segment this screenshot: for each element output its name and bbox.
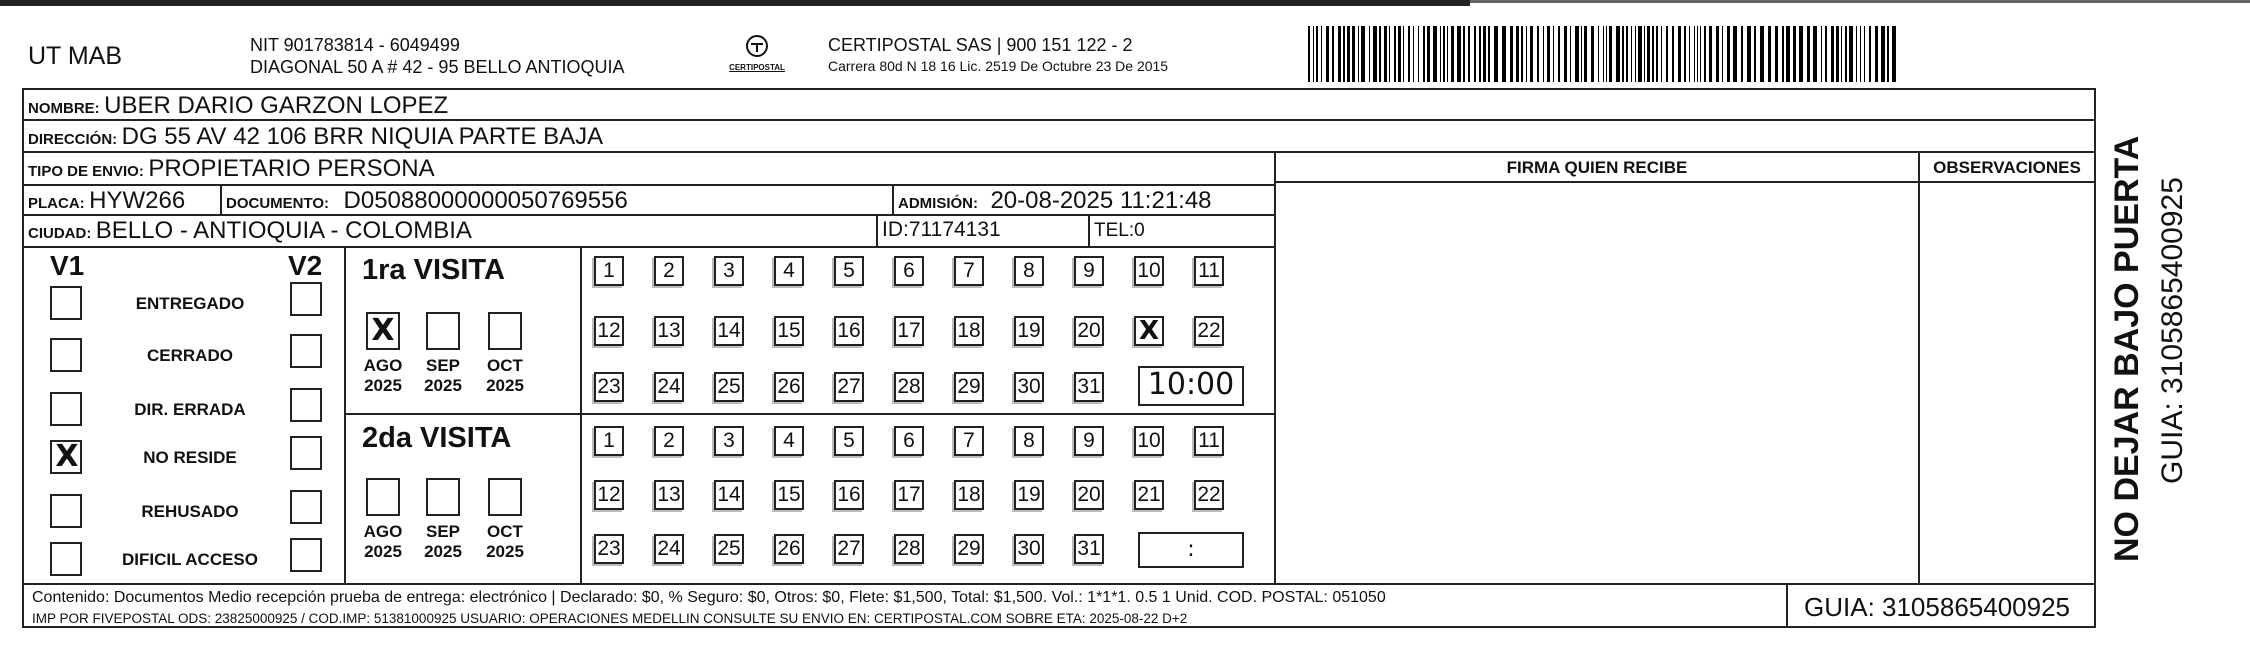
barcode-bar xyxy=(1626,26,1628,82)
visit1-title: 1ra VISITA xyxy=(362,254,505,286)
visit2-day-box[interactable]: 20 xyxy=(1074,480,1104,510)
visit2-day-box[interactable]: 14 xyxy=(714,480,744,510)
barcode-bar xyxy=(1825,26,1827,82)
status-label: ENTREGADO xyxy=(135,294,245,313)
barcode-bar xyxy=(1591,26,1594,82)
barcode-bar xyxy=(1793,26,1796,82)
barcode-bar xyxy=(1488,26,1490,82)
visit2-year-label: 2025 xyxy=(364,542,402,561)
barcode-bar xyxy=(1413,26,1414,82)
status-label: CERRADO xyxy=(147,346,233,365)
barcode-bar xyxy=(1892,26,1896,82)
visit1-day-box[interactable]: 3 xyxy=(714,256,744,286)
visit1-month-label: SEP xyxy=(425,356,461,375)
visit1-day-box[interactable]: 20 xyxy=(1074,316,1104,346)
barcode-bar xyxy=(1510,26,1513,82)
barcode-bar xyxy=(1440,26,1441,82)
barcode-bar xyxy=(1813,26,1817,82)
visit2-day-box[interactable]: 9 xyxy=(1074,426,1104,456)
barcode-bar xyxy=(1447,26,1448,82)
side-warning: NO DEJAR BAJO PUERTA xyxy=(2108,135,2146,562)
side-guia: GUIA: 3105865400925 xyxy=(2156,177,2189,484)
address-row xyxy=(28,123,603,151)
visit2-time-box[interactable]: : xyxy=(1138,532,1244,568)
barcode-bar xyxy=(1760,26,1764,82)
barcode-bar xyxy=(1537,26,1539,82)
barcode-bar xyxy=(1887,26,1889,82)
signature-header: FIRMA QUIEN RECIBE xyxy=(1506,158,1688,177)
visit1-day-box[interactable]: 7 xyxy=(954,256,984,286)
company-name: UT MAB xyxy=(28,42,122,70)
barcode-bar xyxy=(1864,26,1865,82)
barcode-bar xyxy=(1343,26,1345,82)
barcode-bar xyxy=(1316,26,1318,82)
barcode-bar xyxy=(1581,26,1582,82)
certipostal-logo xyxy=(726,34,788,84)
visit1-day-box[interactable]: 10 xyxy=(1134,256,1164,286)
visit2-month-label: OCT xyxy=(487,522,523,541)
barcode-bar xyxy=(1479,26,1481,82)
document-value: D05088000000050769556 xyxy=(343,187,628,214)
barcode-bar xyxy=(1727,26,1730,82)
barcode-bar xyxy=(1689,26,1690,82)
visit2-day-box[interactable]: 24 xyxy=(654,534,684,564)
footer-imp: IMP POR FIVEPOSTAL ODS: 23825000925 / COD.IMP: 51381000925 USUARIO: OPERACIONES MEDELLIN CONSULTE SU ENVIO EN: CERTIPOSTAL.COM SOBRE ETA: 2025-08-22 D+2 xyxy=(32,611,1188,626)
visit1-day-box[interactable]: 26 xyxy=(774,372,804,402)
city-row xyxy=(28,217,472,245)
barcode-bar xyxy=(1799,26,1803,82)
v2-label: V2 xyxy=(288,250,323,281)
visit1-month-box[interactable] xyxy=(426,312,460,350)
barcode-bar xyxy=(1786,26,1790,82)
barcode-bar xyxy=(1768,26,1771,82)
plate-value: HYW266 xyxy=(89,187,186,214)
barcode-bar xyxy=(1338,26,1341,82)
visit1-day-box[interactable]: 4 xyxy=(774,256,804,286)
address-value: DG 55 AV 42 106 BRR NIQUIA PARTE BAJA xyxy=(121,123,604,150)
barcode-bar xyxy=(1598,26,1599,82)
v1-check-mark: X xyxy=(55,439,79,474)
visit1-day-box[interactable]: 29 xyxy=(954,372,984,402)
visit2-day-box[interactable]: 1 xyxy=(594,426,624,456)
barcode-bar xyxy=(1831,26,1834,82)
barcode-bar xyxy=(1603,26,1604,82)
visit2-year-label: 2025 xyxy=(486,542,524,561)
visit1-day-box[interactable]: 15 xyxy=(774,316,804,346)
barcode-bar xyxy=(1821,26,1822,82)
barcode-bar xyxy=(1700,26,1701,82)
barcode-bar xyxy=(1741,26,1743,82)
barcode-bar xyxy=(1622,26,1624,82)
barcode-bar xyxy=(1875,26,1878,82)
barcode-bar xyxy=(1656,26,1658,82)
v1-checkbox-5[interactable] xyxy=(50,542,82,576)
barcode-bar xyxy=(1516,26,1519,82)
signature-area[interactable] xyxy=(1278,184,1916,582)
barcode-bar xyxy=(1494,26,1498,82)
visit2-day-box[interactable]: 19 xyxy=(1014,480,1044,510)
barcode-bar xyxy=(1558,26,1560,82)
visit2-day-box[interactable]: 17 xyxy=(894,480,924,510)
name-value: UBER DARIO GARZON LOPEZ xyxy=(104,92,449,119)
visit1-day-box[interactable]: 8 xyxy=(1014,256,1044,286)
visit2-day-box[interactable]: 5 xyxy=(834,426,864,456)
barcode-bar xyxy=(1782,26,1784,82)
name-row xyxy=(28,92,448,120)
visit2-day-box[interactable]: 10 xyxy=(1134,426,1164,456)
v2-checkbox-4[interactable] xyxy=(290,490,322,524)
visit2-day-box[interactable]: 11 xyxy=(1194,426,1224,456)
city-label: CIUDAD: xyxy=(28,225,92,242)
visit2-day-box[interactable]: 30 xyxy=(1014,534,1044,564)
barcode-bar xyxy=(1704,26,1706,82)
barcode-bar xyxy=(1358,26,1359,82)
barcode-bar xyxy=(1384,26,1387,82)
logo-text: CERTIPOSTAL xyxy=(729,63,785,72)
barcode-bar xyxy=(1881,26,1885,82)
visit2-day-box[interactable]: 25 xyxy=(714,534,744,564)
barcode-bar xyxy=(1869,26,1871,82)
barcode-bar xyxy=(1841,26,1842,82)
footer-guia: GUIA: 3105865400925 xyxy=(1804,592,2070,622)
barcode-bar xyxy=(1347,26,1350,82)
barcode-bar xyxy=(1321,26,1322,82)
visit1-day-box[interactable]: 13 xyxy=(654,316,684,346)
plate-row xyxy=(28,187,185,215)
id-value: ID:71174131 xyxy=(882,218,1001,241)
barcode-bar xyxy=(1836,26,1839,82)
barcode-bar xyxy=(1860,26,1861,82)
barcode-bar xyxy=(1606,26,1607,82)
observations-area[interactable] xyxy=(1922,184,2092,582)
city-value: BELLO - ANTIOQUIA - COLOMBIA xyxy=(95,217,472,244)
visit2-day-box[interactable]: 6 xyxy=(894,426,924,456)
barcode-bar xyxy=(1547,26,1550,82)
footer-content: Contenido: Documentos Medio recepción prueba de entrega: electrónico | Declarado: $0, % Seguro: $0, Otros: $0, Flete: $1,500, Total: $1,500. Vol.: 1*1*1. 0.5 1 Unid. COD. POSTAL: 051050 xyxy=(32,589,1386,606)
visit2-month-label: AGO xyxy=(363,522,403,541)
barcode-bar xyxy=(1403,26,1404,82)
barcode-bar xyxy=(1483,26,1486,82)
top-border-thin xyxy=(1470,0,2250,3)
status-label: DIR. ERRADA xyxy=(134,400,246,419)
admission-row xyxy=(898,187,1212,215)
barcode-bar xyxy=(1635,26,1636,82)
barcode-bar xyxy=(1418,26,1419,82)
barcode-bar xyxy=(1308,26,1310,82)
visit1-day-box[interactable]: 27 xyxy=(834,372,864,402)
barcode-bar xyxy=(1369,26,1370,82)
barcode-bar xyxy=(1684,26,1686,82)
barcode-bar xyxy=(1754,26,1756,82)
barcode-bar xyxy=(1521,26,1523,82)
barcode-bar xyxy=(1638,26,1642,82)
visit1-day-box[interactable]: 17 xyxy=(894,316,924,346)
barcode-bar xyxy=(1443,26,1445,82)
barcode-bar xyxy=(1427,26,1430,82)
name-label: NOMBRE: xyxy=(28,100,100,117)
barcode-bar xyxy=(1584,26,1587,82)
visit2-month-box[interactable] xyxy=(426,478,460,516)
visit1-day-box[interactable]: 2 xyxy=(654,256,684,286)
visit2-day-box[interactable]: 3 xyxy=(714,426,744,456)
company-address: DIAGONAL 50 A # 42 - 95 BELLO ANTIOQUIA xyxy=(250,57,625,77)
v1-label: V1 xyxy=(50,250,85,281)
shipment-row xyxy=(28,155,435,183)
visit1-day-box[interactable]: 1 xyxy=(594,256,624,286)
visit2-day-box[interactable]: 8 xyxy=(1014,426,1044,456)
visit1-day-box[interactable]: 25 xyxy=(714,372,744,402)
barcode-bar xyxy=(1775,26,1778,82)
visit1-year-label: 2025 xyxy=(424,376,462,395)
barcode-bar xyxy=(1722,26,1723,82)
visit1-day-box[interactable]: 6 xyxy=(894,256,924,286)
visit2-day-box[interactable]: 16 xyxy=(834,480,864,510)
barcode-bar xyxy=(1408,26,1410,82)
visit1-month-label: OCT xyxy=(487,356,523,375)
barcode-bar xyxy=(1553,26,1554,82)
barcode-bar xyxy=(1313,26,1314,82)
barcode-bar xyxy=(1644,26,1645,82)
visit2-day-box[interactable]: 27 xyxy=(834,534,864,564)
visit1-day-box[interactable]: 12 xyxy=(594,316,624,346)
visit2-day-box[interactable]: 21 xyxy=(1134,480,1164,510)
barcode-bar xyxy=(1733,26,1737,82)
observations-header: OBSERVACIONES xyxy=(1933,158,2081,177)
visit2-month-box[interactable] xyxy=(366,478,400,516)
barcode-bar xyxy=(1570,26,1571,82)
barcode-bar xyxy=(1332,26,1334,82)
barcode-bar xyxy=(1616,26,1620,82)
visit2-year-label: 2025 xyxy=(424,542,462,561)
visit1-day-box[interactable]: 22 xyxy=(1194,316,1224,346)
visit2-day-box[interactable]: 15 xyxy=(774,480,804,510)
barcode-bar xyxy=(1678,26,1681,82)
visit1-month-box[interactable] xyxy=(366,312,400,350)
barcode-bar xyxy=(1361,26,1365,82)
visit1-day-box[interactable]: 31 xyxy=(1074,372,1104,402)
visit1-month-label: AGO xyxy=(363,356,403,375)
barcode-bar xyxy=(1468,26,1470,82)
barcode-bar xyxy=(1609,26,1612,82)
visit1-year-label: 2025 xyxy=(364,376,402,395)
visit1-year-label: 2025 xyxy=(486,376,524,395)
document-row xyxy=(226,187,628,215)
barcode-bar xyxy=(1647,26,1650,82)
visit1-month-box[interactable] xyxy=(488,312,522,350)
barcode-bar xyxy=(1463,26,1465,82)
barcode-bar xyxy=(1747,26,1751,82)
barcode-bar xyxy=(1433,26,1437,82)
visit2-day-box[interactable]: 26 xyxy=(774,534,804,564)
visit1-day-box[interactable]: X xyxy=(1134,316,1164,346)
visit2-day-box[interactable]: 7 xyxy=(954,426,984,456)
barcode-bar xyxy=(1451,26,1454,82)
barcode xyxy=(1308,26,1900,82)
v1-checkbox-4[interactable] xyxy=(50,494,82,528)
barcode-bar xyxy=(1352,26,1355,82)
v1-checkbox-0[interactable] xyxy=(50,286,82,320)
barcode-bar xyxy=(1652,26,1654,82)
v2-checkbox-0[interactable] xyxy=(290,282,322,316)
visit2-month-box[interactable] xyxy=(488,478,522,516)
visit2-day-box[interactable]: 12 xyxy=(594,480,624,510)
v2-checkbox-2[interactable] xyxy=(290,388,322,422)
visit1-day-box[interactable]: 28 xyxy=(894,372,924,402)
barcode-bar xyxy=(1379,26,1381,82)
barcode-bar xyxy=(1631,26,1632,82)
barcode-bar xyxy=(1697,26,1698,82)
top-border xyxy=(0,0,1470,6)
v1-checkbox-3[interactable] xyxy=(50,440,82,474)
visit1-day-box[interactable]: 14 xyxy=(714,316,744,346)
visit1-day-box[interactable]: 23 xyxy=(594,372,624,402)
barcode-bar xyxy=(1845,26,1847,82)
visit2-day-box[interactable]: 2 xyxy=(654,426,684,456)
visit2-day-box[interactable]: 18 xyxy=(954,480,984,510)
barcode-bar xyxy=(1694,26,1695,82)
visit1-day-box[interactable]: 30 xyxy=(1014,372,1044,402)
tel-value: TEL:0 xyxy=(1094,220,1145,241)
shipment-value: PROPIETARIO PERSONA xyxy=(148,155,435,182)
barcode-bar xyxy=(1373,26,1377,82)
barcode-bar xyxy=(1849,26,1853,82)
barcode-bar xyxy=(1543,26,1544,82)
address-label: DIRECCIÓN: xyxy=(28,131,118,148)
status-label: NO RESIDE xyxy=(143,448,237,467)
barcode-bar xyxy=(1474,26,1476,82)
barcode-bar xyxy=(1502,26,1506,82)
barcode-bar xyxy=(1530,26,1533,82)
visit2-day-box[interactable]: 29 xyxy=(954,534,984,564)
visit1-day-box[interactable]: 9 xyxy=(1074,256,1104,286)
barcode-bar xyxy=(1398,26,1401,82)
barcode-bar xyxy=(1389,26,1390,82)
visit2-day-box[interactable]: 28 xyxy=(894,534,924,564)
company-nit: NIT 901783814 - 6049499 xyxy=(250,35,460,55)
visit2-title: 2da VISITA xyxy=(362,422,512,454)
admission-label: ADMISIÓN: xyxy=(898,195,978,212)
admission-value: 20-08-2025 11:21:48 xyxy=(990,187,1212,214)
status-label: REHUSADO xyxy=(141,502,239,521)
barcode-bar xyxy=(1326,26,1329,82)
barcode-bar xyxy=(1526,26,1527,82)
v1-checkbox-2[interactable] xyxy=(50,392,82,426)
barcode-bar xyxy=(1672,26,1674,82)
visit1-day-box[interactable]: 11 xyxy=(1194,256,1224,286)
visit2-day-box[interactable]: 13 xyxy=(654,480,684,510)
month-check-mark: X xyxy=(371,313,395,348)
barcode-bar xyxy=(1856,26,1857,82)
v2-checkbox-3[interactable] xyxy=(290,436,322,470)
visit2-month-label: SEP xyxy=(425,522,461,541)
barcode-bar xyxy=(1709,26,1712,82)
visit2-day-box[interactable]: 23 xyxy=(594,534,624,564)
visit1-day-box[interactable]: 16 xyxy=(834,316,864,346)
barcode-bar xyxy=(1807,26,1810,82)
barcode-bar xyxy=(1564,26,1567,82)
visit1-day-box[interactable]: 5 xyxy=(834,256,864,286)
barcode-bar xyxy=(1423,26,1425,82)
v2-checkbox-5[interactable] xyxy=(290,538,322,572)
carrier-address: Carrera 80d N 18 16 Lic. 2519 De Octubre 23 De 2015 xyxy=(828,58,1169,74)
barcode-bar xyxy=(1457,26,1461,82)
barcode-bar xyxy=(1661,26,1662,82)
visit1-day-box[interactable]: 19 xyxy=(1014,316,1044,346)
v1-checkbox-1[interactable] xyxy=(50,338,82,372)
barcode-bar xyxy=(1666,26,1668,82)
barcode-bar xyxy=(1394,26,1396,82)
visit1-day-box[interactable]: 24 xyxy=(654,372,684,402)
visit2-day-box[interactable]: 4 xyxy=(774,426,804,456)
document-label: DOCUMENTO: xyxy=(226,195,330,212)
visit2-day-box[interactable]: 31 xyxy=(1074,534,1104,564)
logo-icon xyxy=(742,34,772,58)
barcode-bar xyxy=(1716,26,1719,82)
v2-checkbox-1[interactable] xyxy=(290,334,322,368)
shipment-label: TIPO DE ENVIO: xyxy=(28,163,144,180)
barcode-bar xyxy=(1575,26,1579,82)
visit1-time-box[interactable]: 10:00 xyxy=(1138,366,1244,406)
visit1-day-box[interactable]: 18 xyxy=(954,316,984,346)
carrier-name: CERTIPOSTAL SAS | 900 151 122 - 2 xyxy=(828,35,1133,55)
plate-label: PLACA: xyxy=(28,195,85,212)
status-label: DIFICIL ACCESO xyxy=(121,550,258,569)
visit2-day-box[interactable]: 22 xyxy=(1194,480,1224,510)
